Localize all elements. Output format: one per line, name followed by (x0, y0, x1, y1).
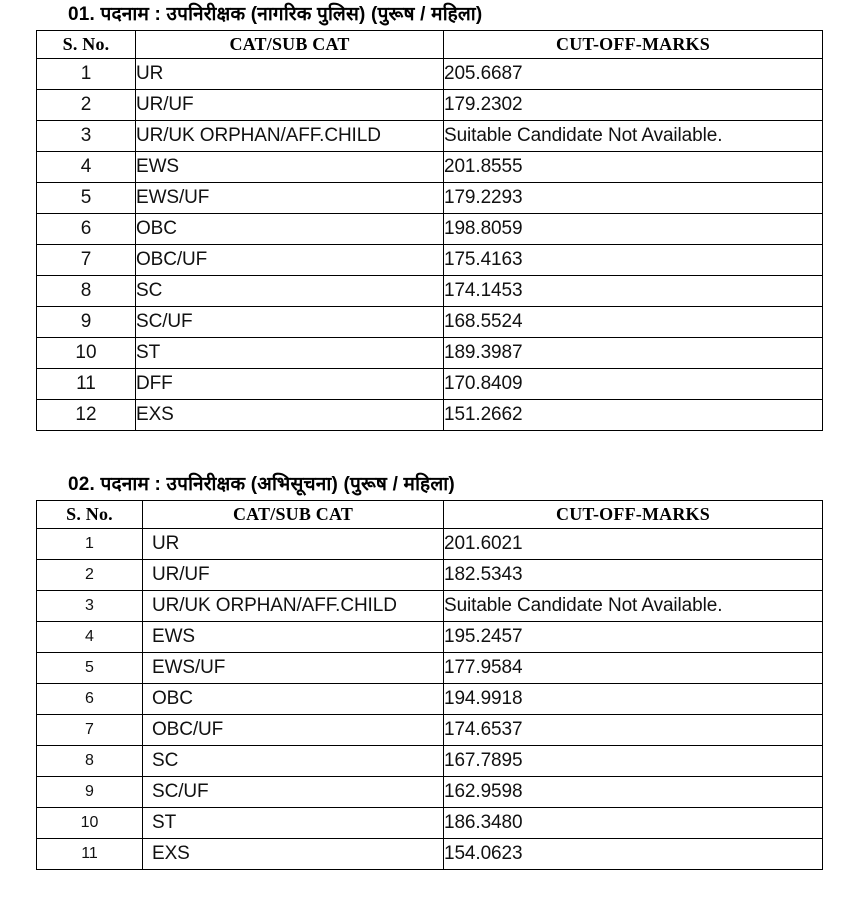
cell-category: UR/UK ORPHAN/AFF.CHILD (136, 121, 444, 152)
table-row (37, 338, 823, 369)
column-header-category: CAT/SUB CAT (136, 31, 444, 59)
cell-serial-number: 7 (37, 715, 143, 746)
cell-category: SC (136, 276, 444, 307)
table-row (37, 591, 823, 622)
column-header-marks: CUT-OFF-MARKS (444, 31, 823, 59)
cell-serial-number: 8 (37, 746, 143, 777)
cell-serial-number: 6 (37, 684, 143, 715)
cell-serial-number: 2 (37, 90, 136, 121)
table-row (37, 121, 823, 152)
table-row (37, 715, 823, 746)
cell-cutoff-marks: 195.2457 (444, 622, 823, 653)
cell-category: EWS/UF (143, 653, 444, 684)
cutoff-section-2 (0, 470, 858, 870)
table-row (37, 307, 823, 338)
cell-serial-number: 12 (37, 400, 136, 431)
cell-category: UR (143, 529, 444, 560)
cell-serial-number: 9 (37, 307, 136, 338)
cell-category: EXS (136, 400, 444, 431)
table-header-row (37, 501, 823, 529)
cell-cutoff-marks: 174.6537 (444, 715, 823, 746)
table-row (37, 152, 823, 183)
cell-cutoff-marks: 182.5343 (444, 560, 823, 591)
cell-serial-number: 10 (37, 338, 136, 369)
cell-category: EWS/UF (136, 183, 444, 214)
table-header-row (37, 31, 823, 59)
table-row (37, 369, 823, 400)
column-header-marks: CUT-OFF-MARKS (444, 501, 823, 529)
cell-serial-number: 1 (37, 529, 143, 560)
cell-cutoff-marks: 151.2662 (444, 400, 823, 431)
cell-serial-number: 4 (37, 152, 136, 183)
cell-serial-number: 5 (37, 183, 136, 214)
cell-serial-number: 9 (37, 777, 143, 808)
cell-category: SC (143, 746, 444, 777)
table-row (37, 560, 823, 591)
cell-cutoff-marks: 168.5524 (444, 307, 823, 338)
cell-serial-number: 5 (37, 653, 143, 684)
cell-serial-number: 10 (37, 808, 143, 839)
cell-category: UR/UF (136, 90, 444, 121)
cell-cutoff-marks: 154.0623 (444, 839, 823, 870)
cell-category: OBC (136, 214, 444, 245)
cell-cutoff-marks: Suitable Candidate Not Available. (444, 591, 823, 622)
cell-category: SC/UF (143, 777, 444, 808)
table-row (37, 777, 823, 808)
cell-serial-number: 4 (37, 622, 143, 653)
column-header-sno: S. No. (37, 31, 136, 59)
cell-serial-number: 11 (37, 839, 143, 870)
table-row (37, 400, 823, 431)
cell-category: ST (136, 338, 444, 369)
cutoff-table-civil-police (36, 30, 823, 431)
table-row (37, 183, 823, 214)
section-2-heading: 02. पदनाम : उपनिरीक्षक (अभिसूचना) (पुरूष / महिला) (68, 474, 455, 495)
cell-cutoff-marks: 170.8409 (444, 369, 823, 400)
cell-cutoff-marks: Suitable Candidate Not Available. (444, 121, 823, 152)
table-row (37, 808, 823, 839)
table-2-header (37, 501, 823, 529)
cell-cutoff-marks: 194.9918 (444, 684, 823, 715)
cell-category: OBC/UF (143, 715, 444, 746)
table-row (37, 59, 823, 90)
cell-serial-number: 6 (37, 214, 136, 245)
cell-category: UR (136, 59, 444, 90)
table-row (37, 276, 823, 307)
cell-category: OBC (143, 684, 444, 715)
cell-category: OBC/UF (136, 245, 444, 276)
cell-category: ST (143, 808, 444, 839)
cell-cutoff-marks: 162.9598 (444, 777, 823, 808)
table-row (37, 90, 823, 121)
cell-cutoff-marks: 186.3480 (444, 808, 823, 839)
cell-serial-number: 11 (37, 369, 136, 400)
column-header-sno: S. No. (37, 501, 143, 529)
cell-category: EWS (143, 622, 444, 653)
cell-category: SC/UF (136, 307, 444, 338)
cutoff-table-intelligence (36, 500, 823, 870)
cell-cutoff-marks: 189.3987 (444, 338, 823, 369)
cell-cutoff-marks: 167.7895 (444, 746, 823, 777)
cell-category: EXS (143, 839, 444, 870)
cell-category: UR/UF (143, 560, 444, 591)
cell-serial-number: 7 (37, 245, 136, 276)
cell-serial-number: 3 (37, 591, 143, 622)
cell-cutoff-marks: 179.2302 (444, 90, 823, 121)
cell-serial-number: 1 (37, 59, 136, 90)
section-1-heading: 01. पदनाम : उपनिरीक्षक (नागरिक पुलिस) (पुरूष / महिला) (68, 4, 483, 25)
cell-category: UR/UK ORPHAN/AFF.CHILD (143, 591, 444, 622)
cell-serial-number: 2 (37, 560, 143, 591)
cell-cutoff-marks: 201.8555 (444, 152, 823, 183)
table-1-body (37, 59, 823, 431)
cell-serial-number: 3 (37, 121, 136, 152)
cell-cutoff-marks: 201.6021 (444, 529, 823, 560)
cell-cutoff-marks: 177.9584 (444, 653, 823, 684)
cell-cutoff-marks: 198.8059 (444, 214, 823, 245)
cell-serial-number: 8 (37, 276, 136, 307)
cell-category: DFF (136, 369, 444, 400)
table-row (37, 653, 823, 684)
table-row (37, 529, 823, 560)
cell-cutoff-marks: 179.2293 (444, 183, 823, 214)
table-1-header (37, 31, 823, 59)
table-row (37, 214, 823, 245)
cell-cutoff-marks: 174.1453 (444, 276, 823, 307)
cell-category: EWS (136, 152, 444, 183)
table-row (37, 839, 823, 870)
table-row (37, 746, 823, 777)
cutoff-section-1 (0, 0, 858, 431)
table-row (37, 684, 823, 715)
table-2-body (37, 529, 823, 870)
cell-cutoff-marks: 205.6687 (444, 59, 823, 90)
cell-cutoff-marks: 175.4163 (444, 245, 823, 276)
column-header-category: CAT/SUB CAT (143, 501, 444, 529)
table-row (37, 245, 823, 276)
table-row (37, 622, 823, 653)
